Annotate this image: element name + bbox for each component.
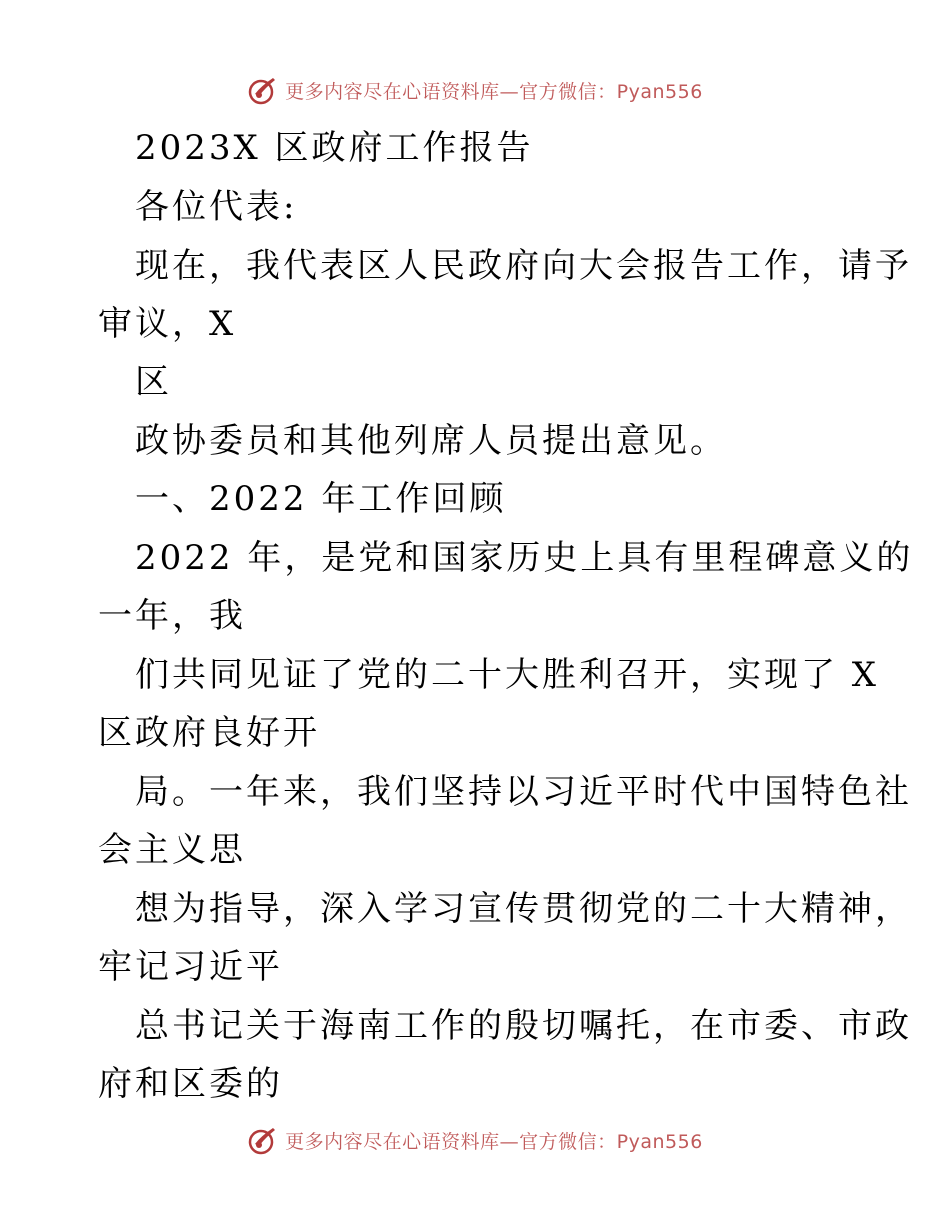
doc-line: 牢记习近平: [98, 947, 283, 987]
doc-line: 2022 年，是党和国家历史上具有里程碑意义的: [135, 538, 914, 578]
brush-logo-icon: [247, 1124, 279, 1156]
footer-watermark-text: [285, 1127, 703, 1154]
doc-line: 局。一年来，我们坚持以习近平时代中国特色社: [135, 772, 912, 812]
doc-line: 审议，X: [98, 304, 237, 344]
doc-line: 总书记关于海南工作的殷切嘱托，在市委、市政: [135, 1006, 912, 1046]
footer-watermark-banner: [0, 1122, 950, 1158]
doc-title: 2023X 区政府工作报告: [135, 128, 534, 168]
header-watermark-id: Pyan556: [616, 80, 703, 103]
doc-line: 会主义思: [98, 830, 246, 870]
footer-watermark-cn: 更多内容尽在心语资料库—官方微信：: [285, 1130, 617, 1153]
header-watermark-cn: 更多内容尽在心语资料库—官方微信：: [285, 80, 617, 103]
doc-line: 各位代表:: [135, 187, 298, 227]
footer-watermark-id: Pyan556: [616, 1130, 703, 1153]
doc-line: 府和区委的: [98, 1064, 283, 1104]
section-heading: 一、2022 年工作回顾: [135, 479, 507, 519]
doc-line: 政协委员和其他列席人员提出意见。: [135, 421, 727, 461]
doc-line: 区政府良好开: [98, 713, 320, 753]
doc-line: 想为指导，深入学习宣传贯彻党的二十大精神，: [135, 889, 912, 929]
doc-line: 现在，我代表区人民政府向大会报告工作，请予: [135, 246, 912, 286]
doc-line: 一年，我: [98, 596, 246, 636]
doc-line: 区: [135, 362, 172, 402]
doc-line: 们共同见证了党的二十大胜利召开，实现了 X: [135, 655, 880, 695]
